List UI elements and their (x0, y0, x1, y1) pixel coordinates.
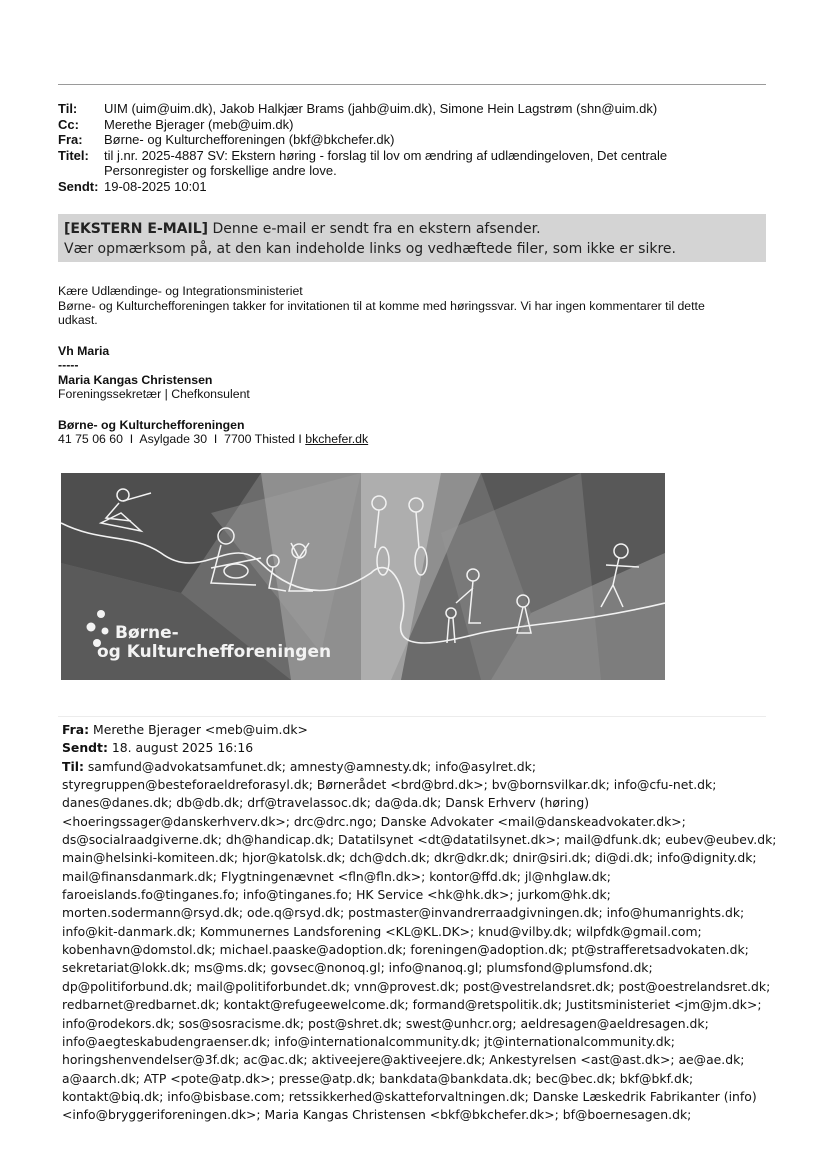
forwarded-sent-row (62, 739, 772, 757)
signature-name: Maria Kangas Christensen (58, 372, 213, 387)
sent-label: Sendt: (58, 178, 99, 194)
recipient-line: redbarnet@redbarnet.dk; kontakt@refugeewelcome.dk; formand@retspolitik.dk; Justitsministeriet <jm@jm.dk>; (62, 997, 762, 1013)
subject-row (58, 148, 768, 179)
org-contact-text: 41 75 06 60 I Asylgade 30 I 7700 Thisted I (58, 432, 306, 446)
cc-label: Cc: (58, 116, 79, 132)
to-row (58, 101, 768, 117)
sent-value: 19-08-2025 10:01 (104, 178, 207, 194)
forwarded-sent-label: Sendt: (62, 740, 108, 756)
association-banner-image (61, 473, 665, 680)
external-line-2: Vær opmærksom på, at den kan indeholde links og vedhæftede filer, som ikke er sikre. (64, 241, 676, 257)
banner-graphic (61, 473, 665, 680)
forward-divider (58, 716, 766, 717)
forwarded-to-row (62, 758, 772, 776)
closing: Vh Maria (58, 343, 110, 358)
recipient-line: horingshenvendelser@3f.dk; ac@ac.dk; aktiveejere@aktiveejere.dk; Ankestyrelsen <ast@ast.dk>; ae@ae.dk; (62, 1052, 745, 1068)
forwarded-to-first: samfund@advokatsamfunet.dk; amnesty@amnesty.dk; info@asylret.dk; (83, 758, 537, 774)
logo-text-line-1: Børne- (115, 623, 179, 643)
body-line-1: Børne- og Kulturchefforeningen takker for invitationen til at komme med høringssvar. Vi har ingen kommentarer til dette (58, 298, 705, 313)
recipient-line: info@kit-danmark.dk; Kommunernes Landsforening <KL@KL.DK>; knud@vilby.dk; wilpfdk@gmail.com; (62, 923, 702, 939)
org-contact (58, 432, 764, 447)
signature-title: Foreningssekretær | Chefkonsulent (58, 387, 250, 401)
external-email-banner (58, 214, 766, 262)
from-row (58, 132, 768, 148)
forwarded-to-label: Til: (62, 758, 84, 774)
subject-label: Titel: (58, 147, 89, 163)
forwarded-from-value: Merethe Bjerager <meb@uim.dk> (89, 722, 308, 737)
cc-value: Merethe Bjerager (meb@uim.dk) (104, 116, 294, 132)
to-label: Til: (58, 101, 78, 116)
cc-row (58, 117, 768, 133)
sent-row (58, 179, 768, 195)
org-name: Børne- og Kulturchefforeningen (58, 417, 245, 432)
subject-value (104, 148, 768, 179)
recipient-line: ds@socialraadgiverne.dk; dh@handicap.dk; Datatilsynet <dt@datatilsynet.dk>; mail@dfunk.dk; eubev@eubev.dk; (62, 832, 777, 848)
org-website-link[interactable]: bkchefer.dk (305, 432, 369, 446)
recipient-line: info@rodekors.dk; sos@sosracisme.dk; post@shret.dk; swest@unhcr.org; aeldresagen@aeldresagen.dk; (62, 1015, 709, 1031)
recipient-line: <info@bryggeriforeningen.dk>; Maria Kangas Christensen <bkf@bkchefer.dk>; bf@boernesagen.dk; (62, 1107, 692, 1123)
recipient-line: styregruppen@besteforaeldreforasyl.dk; Børnerådet <brd@brd.dk>; bv@bornsvilkar.dk; info@cfu-net.dk; (62, 777, 717, 793)
recipient-line: sekretariat@lokk.dk; ms@ms.dk; govsec@nonoq.gl; info@nanoq.gl; plumsfond@plumsfond.dk; (62, 960, 653, 976)
recipient-line: dp@politiforbund.dk; mail@politiforbundet.dk; vnn@provest.dk; post@vestrelandsret.dk; post@oestrelandsret.dk; (62, 978, 771, 994)
subject-line-2: Personregister og forskellige andre love. (104, 163, 337, 179)
recipient-line: morten.sodermann@rsyd.dk; ode.q@rsyd.dk; postmaster@invandrerraadgivningen.dk; info@humanrights.dk; (62, 905, 745, 921)
logo-text-line-2: og Kulturchefforeningen (97, 642, 332, 662)
logo-dot-icon (97, 610, 105, 618)
logo-dot-icon (87, 623, 96, 632)
to-value: UIM (uim@uim.dk), Jakob Halkjær Brams (jahb@uim.dk), Simone Hein Lagstrøm (shn@uim.dk) (104, 101, 658, 116)
subject-line-1: til j.nr. 2025-4887 SV: Ekstern høring - forslag til lov om ændring af udlændingeloven, Det centrale (104, 147, 668, 163)
from-value: Børne- og Kulturchefforeningen (bkf@bkchefer.dk) (104, 132, 395, 148)
logo-dot-icon (102, 628, 109, 635)
body-line-2: udkast. (58, 313, 98, 327)
forwarded-sent-value: 18. august 2025 16:16 (107, 740, 254, 756)
recipient-line: main@helsinki-komiteen.dk; hjor@katolsk.dk; dch@dch.dk; dkr@dkr.dk; dnir@siri.dk; di@di.dk; info@dignity.dk; (62, 850, 757, 866)
recipient-line: a@aarch.dk; ATP <pote@atp.dk>; presse@atp.dk; bankdata@bankdata.dk; bec@bec.dk; bkf@bkf.dk; (62, 1070, 694, 1086)
forwarded-message-header (62, 721, 777, 1125)
recipient-line: kontakt@biq.dk; info@bisbase.com; retssikkerhed@skatteforvaltningen.dk; Danske Læskedrik Fabrikanter (info) (62, 1088, 757, 1104)
separator: ----- (58, 358, 79, 372)
forwarded-from-label: Fra: (62, 722, 90, 737)
recipient-line: info@aegteskabudengraenser.dk; info@internationalcommunity.dk; jt@internationalcommunity.dk; (62, 1033, 675, 1049)
external-tag: [EKSTERN E-MAIL] (64, 221, 209, 237)
recipient-line: faroeislands.fo@tinganes.fo; info@tinganes.fo; HK Service <hk@hk.dk>; jurkom@hk.dk; (62, 887, 611, 903)
recipient-line: kobenhavn@domstol.dk; michael.paaske@adoption.dk; foreningen@adoption.dk; pt@strafferetsadvokaten.dk; (62, 942, 749, 958)
recipient-line: <hoeringssager@danskerhverv.dk>; drc@drc.ngo; Danske Advokater <mail@danskeadvokater.dk>; (62, 813, 686, 829)
recipient-line: mail@finansdanmark.dk; Flygtningenævnet <fln@fln.dk>; kontor@ffd.dk; jl@nhglaw.dk; (62, 868, 611, 884)
forwarded-from-row (62, 721, 772, 739)
from-label: Fra: (58, 132, 83, 148)
top-divider (58, 84, 766, 85)
external-line-1: Denne e-mail er sendt fra en ekstern afsender. (212, 221, 541, 237)
greeting: Kære Udlændinge- og Integrationsministeriet (58, 284, 303, 298)
message-body (58, 284, 764, 447)
email-header (58, 101, 768, 195)
recipient-line: danes@danes.dk; db@db.dk; drf@travelassoc.dk; da@da.dk; Dansk Erhverv (høring) (62, 795, 590, 811)
